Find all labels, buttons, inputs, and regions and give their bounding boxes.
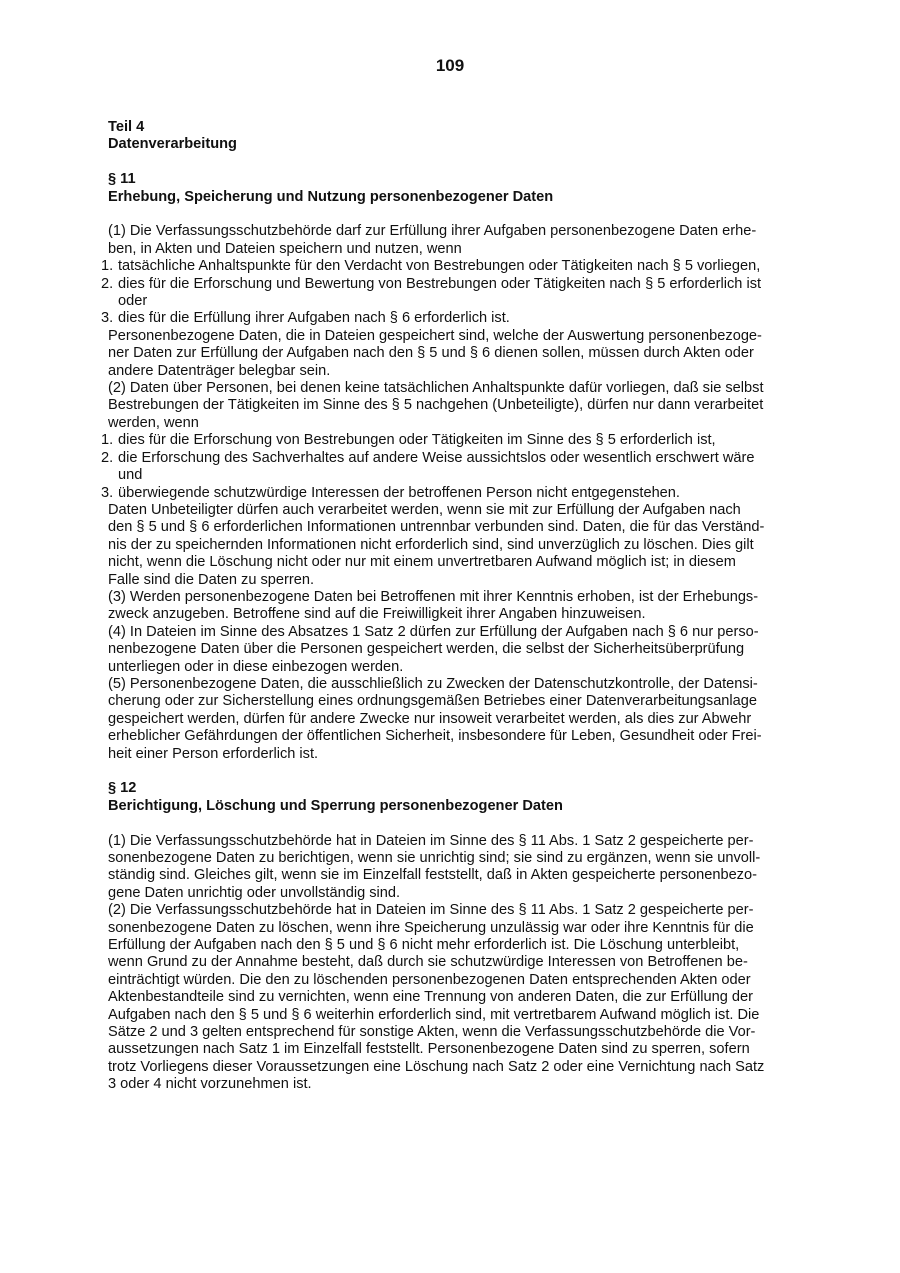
text-line: erheblicher Gefährdungen der öffentlichen Sicherheit, insbesondere für Leben, Gesundheit oder Frei- bbox=[108, 728, 762, 745]
list-item bbox=[101, 484, 794, 502]
list-item-text bbox=[118, 310, 794, 327]
text-line: (2) Daten über Personen, bei denen keine tatsächlichen Anhaltspunkte dafür vorliegen, daß sie selbst bbox=[108, 380, 764, 397]
text-line: nenbezogene Daten über die Personen gespeichert werden, die selbst der Sicherheitsüberprüfung bbox=[108, 641, 745, 658]
text-line: dies für die Erforschung von Bestrebungen oder Tätigkeiten im Sinne des § 5 erforderlich ist, bbox=[118, 432, 716, 449]
list-item-text bbox=[118, 432, 794, 449]
text-line: (4) In Dateien im Sinne des Absatzes 1 Satz 2 dürfen zur Erfüllung der Aufgaben nach § 6 nur perso- bbox=[108, 623, 759, 640]
list-item-text bbox=[118, 258, 794, 275]
text-line: ständig sind. Gleiches gilt, wenn sie im Einzelfall feststellt, daß in Akten gespeicherte personenbezo- bbox=[108, 867, 757, 884]
list-item-text bbox=[118, 450, 794, 485]
text-line: Sätze 2 und 3 gelten entsprechend für sonstige Akten, wenn die Verfassungsschutzbehörde die Vor- bbox=[108, 1024, 756, 1041]
text-line: wenn Grund zu der Annahme besteht, daß durch sie schutzwürdige Interessen von Betroffenen be- bbox=[108, 954, 748, 971]
text-line: oder bbox=[118, 293, 148, 310]
page-content bbox=[101, 119, 794, 1094]
text-line: werden, wenn bbox=[108, 414, 199, 431]
text-line: ben, in Akten und Dateien speichern und nutzen, wenn bbox=[108, 240, 462, 257]
text-line: andere Datenträger belegbar sein. bbox=[108, 362, 331, 379]
text-line: heit einer Person erforderlich ist. bbox=[108, 745, 319, 762]
text-line: gene Daten unrichtig oder unvollständig sind. bbox=[108, 884, 401, 901]
text-line: den § 5 und § 6 erforderlichen Informationen untrennbar verbunden sind. Daten, die für das Verständ- bbox=[108, 519, 765, 536]
text-line: tatsächliche Anhaltspunkte für den Verdacht von Bestrebungen oder Tätigkeiten nach § 5 vorliegen, bbox=[118, 258, 761, 275]
text-line: die Erforschung des Sachverhaltes auf andere Weise aussichtslos oder wesentlich erschwert wäre bbox=[118, 449, 755, 466]
part-label: Teil 4 bbox=[108, 119, 145, 135]
text-line: (3) Werden personenbezogene Daten bei Betroffenen mit ihrer Kenntnis erhoben, ist der Erhebungs- bbox=[108, 588, 759, 605]
text-line: (2) Die Verfassungsschutzbehörde hat in Dateien im Sinne des § 11 Abs. 1 Satz 2 gespeicherte per- bbox=[108, 902, 754, 919]
list-item-number: 2. bbox=[101, 449, 114, 466]
section-11-paragraph-1 bbox=[108, 223, 794, 258]
text-line: trotz Vorliegens dieser Voraussetzungen eine Löschung nach Satz 2 oder eine Vernichtung nach Satz bbox=[108, 1058, 765, 1075]
list-item-number: 3. bbox=[101, 310, 114, 327]
list-item-number: 1. bbox=[101, 258, 114, 275]
text-line: (1) Die Verfassungsschutzbehörde darf zur Erfüllung ihrer Aufgaben personenbezogene Daten erhe- bbox=[108, 223, 757, 240]
list-item bbox=[101, 275, 794, 311]
text-line: Daten Unbeteiligter dürfen auch verarbeitet werden, wenn sie mit zur Erfüllung der Aufgaben nach bbox=[108, 501, 741, 518]
text-line: dies für die Erforschung und Bewertung von Bestrebungen oder Tätigkeiten nach § 5 erforderlich ist bbox=[118, 275, 762, 292]
section-11-paragraph-2-continuation bbox=[108, 502, 794, 589]
text-line: (1) Die Verfassungsschutzbehörde hat in Dateien im Sinne des § 11 Abs. 1 Satz 2 gespeicherte per- bbox=[108, 832, 754, 849]
section-11-paragraph-1-continuation bbox=[108, 328, 794, 380]
list-item bbox=[101, 258, 794, 275]
text-line: nicht, wenn die Löschung nicht oder nur mit einem unvertretbaren Aufwand möglich ist; in diesem bbox=[108, 554, 736, 571]
text-line: überwiegende schutzwürdige Interessen der betroffenen Person nicht entgegenstehen. bbox=[118, 484, 680, 501]
text-line: nis der zu speichernden Informationen nicht erforderlich sind, sind unverzüglich zu löschen. Dies gilt bbox=[108, 536, 754, 553]
text-line: (5) Personenbezogene Daten, die ausschließlich zu Zwecken der Datenschutzkontrolle, der Datensi- bbox=[108, 675, 758, 692]
text-line: ner Daten zur Erfüllung der Aufgaben nach den § 5 und § 6 dienen sollen, müssen durch Akten oder bbox=[108, 345, 754, 362]
text-line: Personenbezogene Daten, die in Dateien gespeichert sind, welche der Auswertung personenbezoge- bbox=[108, 327, 762, 344]
section-11-paragraph-4 bbox=[108, 624, 794, 676]
text-line: 3 oder 4 nicht vorzunehmen ist. bbox=[108, 1076, 312, 1093]
part-title: Datenverarbeitung bbox=[108, 136, 237, 153]
section-12-number: § 12 bbox=[108, 780, 137, 797]
section-11-paragraph-5 bbox=[108, 676, 794, 763]
section-11-title: Erhebung, Speicherung und Nutzung personenbezogener Daten bbox=[108, 188, 554, 205]
list-item-number: 3. bbox=[101, 484, 114, 501]
section-12-title: Berichtigung, Löschung und Sperrung personenbezogener Daten bbox=[108, 797, 563, 814]
list-item-text bbox=[118, 276, 794, 311]
text-line: Aktenbestandteile sind zu vernichten, wenn eine Trennung von anderen Daten, die zur Erfüllung der bbox=[108, 989, 753, 1006]
section-11-paragraph-3 bbox=[108, 589, 794, 624]
section-12-paragraph-1 bbox=[108, 833, 794, 903]
text-line: aussetzungen nach Satz 1 im Einzelfall feststellt. Personenbezogene Daten sind zu sperren, sofern bbox=[108, 1041, 750, 1058]
text-line: sonenbezogene Daten zu berichtigen, wenn sie unrichtig sind; sie sind zu ergänzen, wenn sie unvoll- bbox=[108, 850, 761, 866]
section-11-paragraph-2 bbox=[108, 380, 794, 432]
section-11-body bbox=[101, 223, 794, 763]
list-item-text bbox=[118, 485, 794, 502]
text-line: Falle sind die Daten zu sperren. bbox=[108, 571, 315, 588]
text-line: Erfüllung der Aufgaben nach den § 5 und § 6 nicht mehr erforderlich ist. Die Löschung unterbleibt, bbox=[108, 937, 740, 954]
text-line: cherung oder zur Sicherstellung eines ordnungsgemäßen Betriebes einer Datenverarbeitungsanlage bbox=[108, 693, 758, 710]
list-item-number: 1. bbox=[101, 432, 114, 449]
section-11-number: § 11 bbox=[108, 171, 136, 188]
text-line: gespeichert werden, dürfen für andere Zwecke nur insoweit verarbeitet werden, als dies zur Abwehr bbox=[108, 710, 752, 727]
text-line: und bbox=[118, 467, 143, 484]
page-number: 109 bbox=[435, 56, 465, 75]
section-11-paragraph-2-list bbox=[101, 432, 794, 502]
text-line: einträchtigt würden. Die den zu löschenden personenbezogenen Daten entsprechenden Akten oder bbox=[108, 971, 751, 988]
text-line: dies für die Erfüllung ihrer Aufgaben nach § 6 erforderlich ist. bbox=[118, 310, 510, 327]
text-line: zweck anzugeben. Betroffene sind auf die Freiwilligkeit ihrer Angaben hinzuweisen. bbox=[108, 606, 646, 623]
section-11-paragraph-1-list bbox=[101, 258, 794, 328]
list-item bbox=[101, 432, 794, 449]
list-item bbox=[101, 449, 794, 485]
text-line: unterliegen oder in diese einbezogen werden. bbox=[108, 658, 404, 675]
list-item-number: 2. bbox=[101, 275, 114, 292]
text-line: Bestrebungen der Tätigkeiten im Sinne des § 5 nachgehen (Unbeteiligte), dürfen nur dann verarbeitet bbox=[108, 397, 764, 414]
text-line: Aufgaben nach den § 5 und § 6 weiterhin erforderlich sind, mit vertretbarem Aufwand möglich ist. Die bbox=[108, 1006, 760, 1023]
text-line: sonenbezogene Daten zu löschen, wenn ihre Speicherung unzulässig war oder ihre Kenntnis für die bbox=[108, 919, 754, 936]
list-item bbox=[101, 310, 794, 327]
section-12-paragraph-2 bbox=[108, 902, 794, 1093]
section-12-body bbox=[108, 833, 794, 1094]
